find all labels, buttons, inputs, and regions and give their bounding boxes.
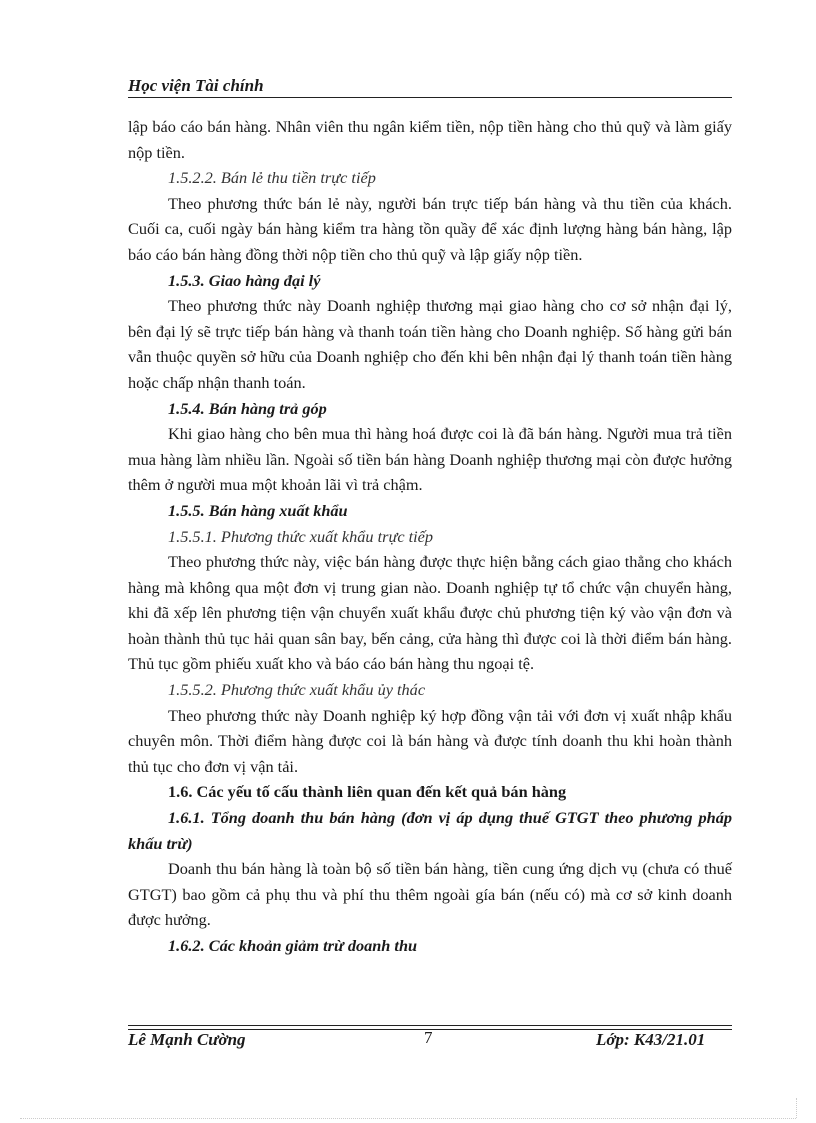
subsection-heading: 1.5.5.2. Phương thức xuất khẩu ủy thác <box>168 680 426 700</box>
page-number: 7 <box>424 1028 433 1047</box>
header-rule <box>128 97 732 98</box>
section-heading: 1.5.4. Bán hàng trả góp <box>168 398 327 418</box>
paragraph: Theo phương thức bán lẻ này, người bán trực tiếp bán hàng và thu tiền của khách. Cuối ca, cuối ngày bán hàng kiểm tra hàng tồn quầy để xác định lượng hàng bán hàng, lập báo cáo bán hàng đồng thời nộp tiền cho thủ quỹ và lập giấy nộp tiền. <box>128 193 732 264</box>
footer-class: Lớp: K43/21.01 <box>596 1030 706 1049</box>
paragraph: lập báo cáo bán hàng. Nhân viên thu ngân kiểm tiền, nộp tiền hàng cho thủ quỹ và làm giấy nộp tiền. <box>128 117 732 162</box>
section-heading: 1.6.2. Các khoản giảm trừ doanh thu <box>168 936 418 955</box>
page-corner-mark <box>796 1098 797 1118</box>
page-edge-dots <box>20 1118 796 1119</box>
subsection-heading: 1.5.2.2. Bán lẻ thu tiền trực tiếp <box>168 168 376 188</box>
paragraph: Theo phương thức này Doanh nghiệp ký hợp đồng vận tải với đơn vị xuất nhập khẩu chuyên môn. Thời điểm hàng được coi là bán hàng và được tính doanh thu khi hoàn thành thủ tục cho đơn vị vận tải. <box>128 705 732 776</box>
document-body <box>128 114 732 959</box>
paragraph: Doanh thu bán hàng là toàn bộ số tiền bán hàng, tiền cung ứng dịch vụ (chưa có thuế GTGT) bao gồm cả phụ thu và phí thu thêm ngoài gía bán (nếu có) mà cơ sở kinh doanh được hưởng. <box>128 859 732 930</box>
paragraph: Khi giao hàng cho bên mua thì hàng hoá được coi là đã bán hàng. Người mua trả tiền mua hàng làm nhiều lần. Ngoài số tiền bán hàng Doanh nghiệp thương mại còn được hưởng thêm ở người mua một khoản lãi vì trả chậm. <box>128 424 732 495</box>
paragraph: Theo phương thức này, việc bán hàng được thực hiện bằng cách giao thẳng cho khách hàng mà không qua một đơn vị trung gian nào. Doanh nghiệp tự tổ chức vận chuyển hàng, khi đã xếp lên phương tiện vận chuyển xuất khẩu được chủ phương tiện ký vào vận đơn và hoàn thành thủ tục hải quan sân bay, bến cảng, cửa hàng thì được coi là thời điểm bán hàng. Thủ tục gồm phiếu xuất kho và báo cáo bán hàng thu ngoại tệ. <box>128 552 732 674</box>
footer-author: Lê Mạnh Cường <box>128 1030 246 1049</box>
section-heading: 1.5.3. Giao hàng đại lý <box>168 270 321 290</box>
page-header-title: Học viện Tài chính <box>128 76 264 95</box>
subsection-heading: 1.5.5.1. Phương thức xuất khẩu trực tiếp <box>168 526 434 546</box>
chapter-heading: 1.6. Các yếu tố cấu thành liên quan đến kết quả bán hàng <box>168 782 567 802</box>
section-heading: 1.5.5. Bán hàng xuất khẩu <box>168 500 348 520</box>
footer-rule <box>128 1025 732 1026</box>
section-heading: 1.6.1. Tổng doanh thu bán hàng (đơn vị áp dụng thuế GTGT theo phương pháp khấu trừ) <box>128 808 732 853</box>
paragraph: Theo phương thức này Doanh nghiệp thương mại giao hàng cho cơ sở nhận đại lý, bên đại lý sẽ trực tiếp bán hàng và thanh toán tiền hàng cho Doanh nghiệp. Số hàng gửi bán vẫn thuộc quyền sở hữu của Doanh nghiệp cho đến khi bên nhận đại lý thanh toán tiền hàng hoặc chấp nhận thanh toán. <box>128 296 732 392</box>
